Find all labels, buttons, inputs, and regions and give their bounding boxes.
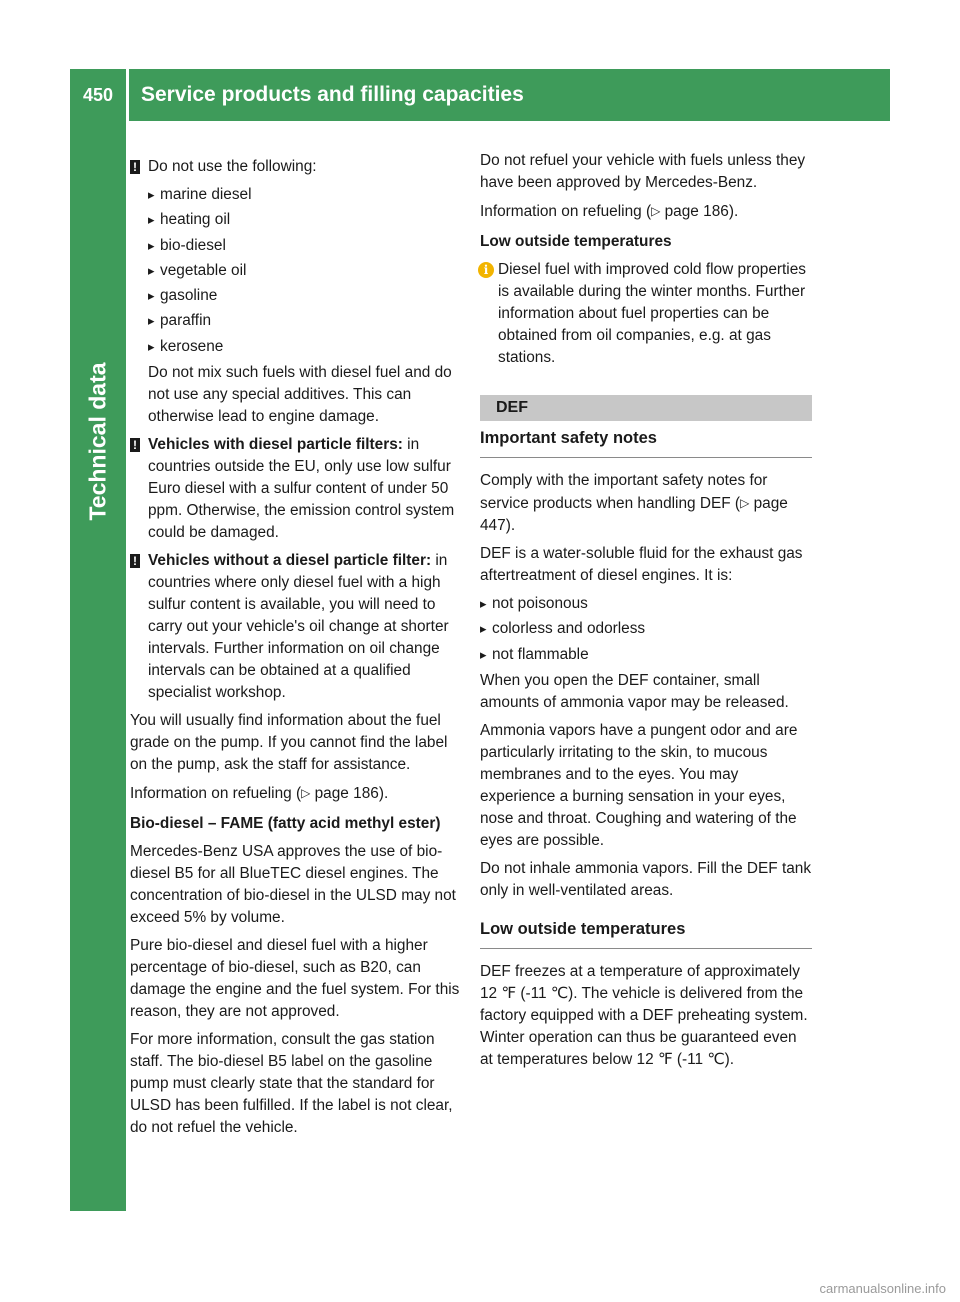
container-text: When you open the DEF container, small amounts of ammonia vapor may be released. xyxy=(480,671,789,711)
page-header xyxy=(70,69,890,121)
refuel-suffix: ). xyxy=(378,784,389,802)
list-item: ▸ colorless and odorless xyxy=(480,618,812,640)
list-item: ▸ bio-diesel xyxy=(148,235,460,257)
list-item: ▸ kerosene xyxy=(148,336,460,358)
refuel-info xyxy=(130,782,460,805)
fuel-grade-text: You will usually find information about the fuel grade on the pump. If you cannot find the label on the pump, ask the staff for assistance. xyxy=(130,711,448,773)
refuel-prefix: Information on refueling ( xyxy=(480,203,652,220)
safety-notes-heading: Important safety notes xyxy=(480,421,812,458)
side-tab-label: Technical data xyxy=(84,361,111,521)
page-link[interactable]: page 186 xyxy=(314,784,379,802)
side-tab-label-wrap xyxy=(70,121,126,761)
biodiesel-heading: Bio-diesel – FAME (fatty acid methyl ester) xyxy=(130,814,441,832)
warning-icon: ! xyxy=(130,438,140,452)
info-icon: i xyxy=(478,262,494,278)
ammonia-text: Ammonia vapors have a pungent odor and are particularly irritating to the skin, to mucous membranes and to the eyes. You may experience a burning sensation in your eyes, nose and throat. Coughing and watering of the eyes are possible. xyxy=(480,721,798,849)
low-temp-heading: Low outside temperatures xyxy=(480,233,672,250)
approval-text: Do not refuel your vehicle with fuels unless they have been approved by Mercedes-Benz. xyxy=(480,152,806,191)
biodiesel-paragraph: For more information, consult the gas station staff. The bio-diesel B5 label on the gasoline pump must clearly state that the standard for ULSD has been fulfilled. If the label is not clear, do not refuel the vehicle. xyxy=(130,1030,453,1136)
warning-heading: Vehicles with diesel particle filters: xyxy=(148,435,403,453)
inhale-text: Do not inhale ammonia vapors. Fill the DEF tank only in well-ventilated areas. xyxy=(480,859,812,899)
info-note xyxy=(478,259,812,369)
warning-icon: ! xyxy=(130,160,140,174)
list-item: ▸ gasoline xyxy=(148,285,460,307)
refuel-prefix: Information on refueling ( xyxy=(130,784,302,802)
page-ref-icon: ▷ xyxy=(740,496,750,510)
warning-particle-filter xyxy=(128,434,460,544)
list-item: ▸ marine diesel xyxy=(148,184,460,206)
warning-do-not-use xyxy=(128,156,460,178)
warning-text: in countries outside the EU, only use low sulfur Euro diesel with a sulfur content of under 50 ppm. Otherwise, the emission control system could be damaged. xyxy=(148,435,455,541)
page-link[interactable]: page 447 xyxy=(480,495,788,534)
page-title: Service products and filling capacities xyxy=(141,83,524,106)
warning-heading: Vehicles without a diesel particle filter: xyxy=(148,551,432,569)
page-ref-icon: ▷ xyxy=(651,204,661,218)
page-ref-icon: ▷ xyxy=(301,785,311,800)
safety-paragraph xyxy=(480,470,812,537)
mix-warning-text: Do not mix such fuels with diesel fuel and do not use any special additives. This can otherwise lead to engine damage. xyxy=(148,363,452,425)
freeze-text: DEF freezes at a temperature of approximately 12 ℉ (-11 ℃). The vehicle is delivered from the factory equipped with a DEF preheating system. Winter operation can thus be guaranteed even at temperatures below 12 ℉ (-11 ℃). xyxy=(480,962,808,1068)
left-column xyxy=(130,150,460,1145)
safety-prefix: Comply with the important safety notes for service products when handling DEF ( xyxy=(480,472,768,512)
warning-text: in countries where only diesel fuel with a high sulfur content is available, you will need to carry out your vehicle's oil change at shorter intervals. Further information on oil change intervals can be obtained at a qualified specialist workshop. xyxy=(148,551,449,701)
def-description: DEF is a water-soluble fluid for the exhaust gas aftertreatment of diesel engines. It is: xyxy=(480,545,803,584)
list-item: ▸ vegetable oil xyxy=(148,260,460,282)
warning-no-particle-filter xyxy=(128,550,460,704)
info-text: Diesel fuel with improved cold flow properties is available during the winter months. Further information about fuel properties can be obtained from oil companies, e.g. at gas stations. xyxy=(498,261,806,366)
side-tab xyxy=(70,121,126,1211)
right-column xyxy=(480,150,812,1077)
def-section-bar: DEF xyxy=(480,395,812,421)
warning-icon: ! xyxy=(130,554,140,568)
biodiesel-paragraph: Mercedes-Benz USA approves the use of bio-diesel B5 for all BlueTEC diesel engines. The concentration of bio-diesel in the ULSD may not exceed 5% by volume. xyxy=(130,842,456,926)
page-number: 450 xyxy=(70,69,129,121)
def-properties-list xyxy=(480,593,812,666)
list-item: ▸ not poisonous xyxy=(480,593,812,615)
watermark: carmanualsonline.info xyxy=(819,1281,946,1296)
warning-text: Do not use the following: xyxy=(148,158,317,175)
list-item: ▸ paraffin xyxy=(148,310,460,332)
refuel-info xyxy=(480,200,812,223)
refuel-suffix: ). xyxy=(728,203,739,220)
biodiesel-paragraph: Pure bio-diesel and diesel fuel with a higher percentage of bio-diesel, such as B20, can damage the engine and the fuel system. For this reason, they are not approved. xyxy=(130,936,460,1020)
low-temp-heading-2: Low outside temperatures xyxy=(480,912,812,949)
fuel-exclusion-list xyxy=(130,184,460,358)
safety-suffix: ). xyxy=(505,517,516,534)
list-item: ▸ not flammable xyxy=(480,644,812,666)
page-link[interactable]: page 186 xyxy=(664,203,729,220)
list-item: ▸ heating oil xyxy=(148,209,460,231)
